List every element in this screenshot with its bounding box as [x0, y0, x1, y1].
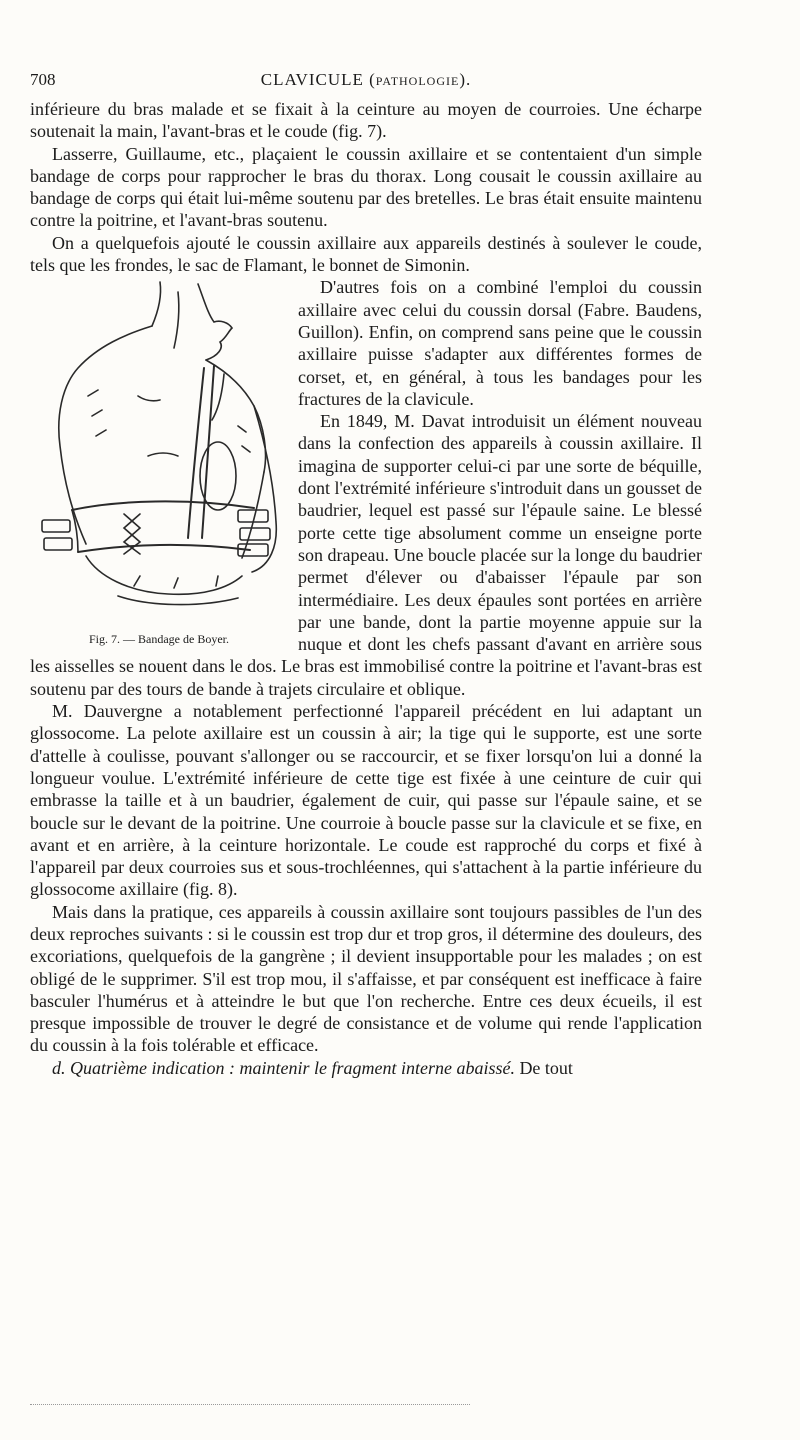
bandage-illustration	[28, 276, 290, 626]
section-heading-roman: De tout	[514, 1057, 573, 1078]
paragraph: Mais dans la pratique, ces appareils à coussin axillaire sont toujours passibles de l'un des deux reproches suivants : si le coussin est trop dur et trop gros, il détermine des douleurs, des excoriations, quelquefois de la gangrène ; il devient insupportable pour les malades ; on est obligé de le supprimer. S'il est trop mou, il s'affaisse, et par conséquent est inefficace à faire basculer l'humérus et à atteindre le but que l'on recherche. Entre ces deux écueils, il est presque impossible de trouver le degré de consistance et de volume qui rende l'application du coussin à la fois tolérable et efficace.	[30, 901, 702, 1056]
paragraph: En 1849, M. Davat introduisit un élément nouveau dans la confection des appareils à coussin axillaire. Il imagina de supporter celui-ci par une sorte de béquille, dont l'extrémité inférieure s'introduit dans un gousset de baudrier, lequel est passé sur l'épaule saine. Le blessé porte cette tige absolument comme un enseigne porte son drapeau. Une boucle placée sur la longe du baudrier permet d'élever ou d'abaisser l'épaule par son intermédiaire. Les deux épaules sont portées en arrière par une bande, dont la partie moyenne appuie sur la nuque et dont les chefs passant d'avant en arrière sous les aisselles se nouent dans le dos. Le bras est immobilisé contre la poitrine et l'avant-bras est soutenu par des tours de bande à trajets circulaire et oblique.	[30, 411, 702, 699]
running-title-end: ).	[459, 70, 472, 89]
page	[30, 70, 702, 1079]
running-title-main: CLAVICULE (	[260, 70, 376, 89]
paragraph: Lasserre, Guillaume, etc., plaçaient le coussin axillaire et se contentaient d'un simple bandage de corps pour rapprocher le bras du thorax. Long cousait le coussin axillaire au bandage de corps qui était lui-même soutenu par des bretelles. Le bras était ensuite maintenu contre la poitrine, et l'avant-bras soutenu.	[30, 143, 702, 231]
paragraph: M. Dauvergne a notablement perfectionné l'appareil précédent en lui adaptant un glossocome. La pelote axillaire est un coussin à air; la tige qui le supporte, est une sorte d'attelle à coulisse, pouvant s'allonger ou se raccourcir, et se fixer lorsqu'on lui a donné la longueur voulue. L'extrémité inférieure de cette tige est fixée à une ceinture de cuir qui embrasse la taille et à un baudrier, également de cuir, qui passe sur l'épaule saine, et se boucle sur le devant de la poitrine. Une courroie à boucle passe sur la clavicule et se fixe, en avant et en arrière, à la ceinture horizontale. Le coude est rapproché du corps et fixé à l'appareil par deux courroies sus et sous-trochléennes, qui s'attachent à la partie inférieure du glossocome axillaire (fig. 8).	[30, 701, 702, 900]
figure-7	[28, 276, 290, 652]
page-header	[30, 70, 702, 98]
running-title	[30, 70, 702, 90]
paragraph: On a quelquefois ajouté le coussin axillaire aux appareils destinés à soulever le coude, tels que les frondes, le sac de Flamant, le bonnet de Simonin.	[30, 232, 702, 276]
running-title-small: PATHOLOGIE	[375, 74, 460, 88]
paragraph: D'autres fois on a combiné l'emploi du coussin axillaire avec celui du coussin dorsal (Fabre. Baudens, Guillon). Enfin, on comprend sans peine que le coussin axillaire puisse s'adapter aux différentes formes de corset, et, en général, à tous les bandages pour les fractures de la clavicule.	[298, 277, 702, 409]
page-number: 708	[30, 70, 56, 89]
figure-caption: Fig. 7. — Bandage de Boyer.	[89, 632, 229, 647]
paragraph: inférieure du bras malade et se fixait à la ceinture au moyen de courroies. Une écharpe soutenait la main, l'avant-bras et le coude (fig. 7).	[30, 99, 702, 142]
body-text	[30, 98, 702, 1079]
section-heading	[30, 1057, 702, 1079]
bottom-rule	[30, 1404, 470, 1405]
section-heading-italic: d. Quatrième indication : maintenir le fragment interne abaissé.	[52, 1057, 515, 1078]
